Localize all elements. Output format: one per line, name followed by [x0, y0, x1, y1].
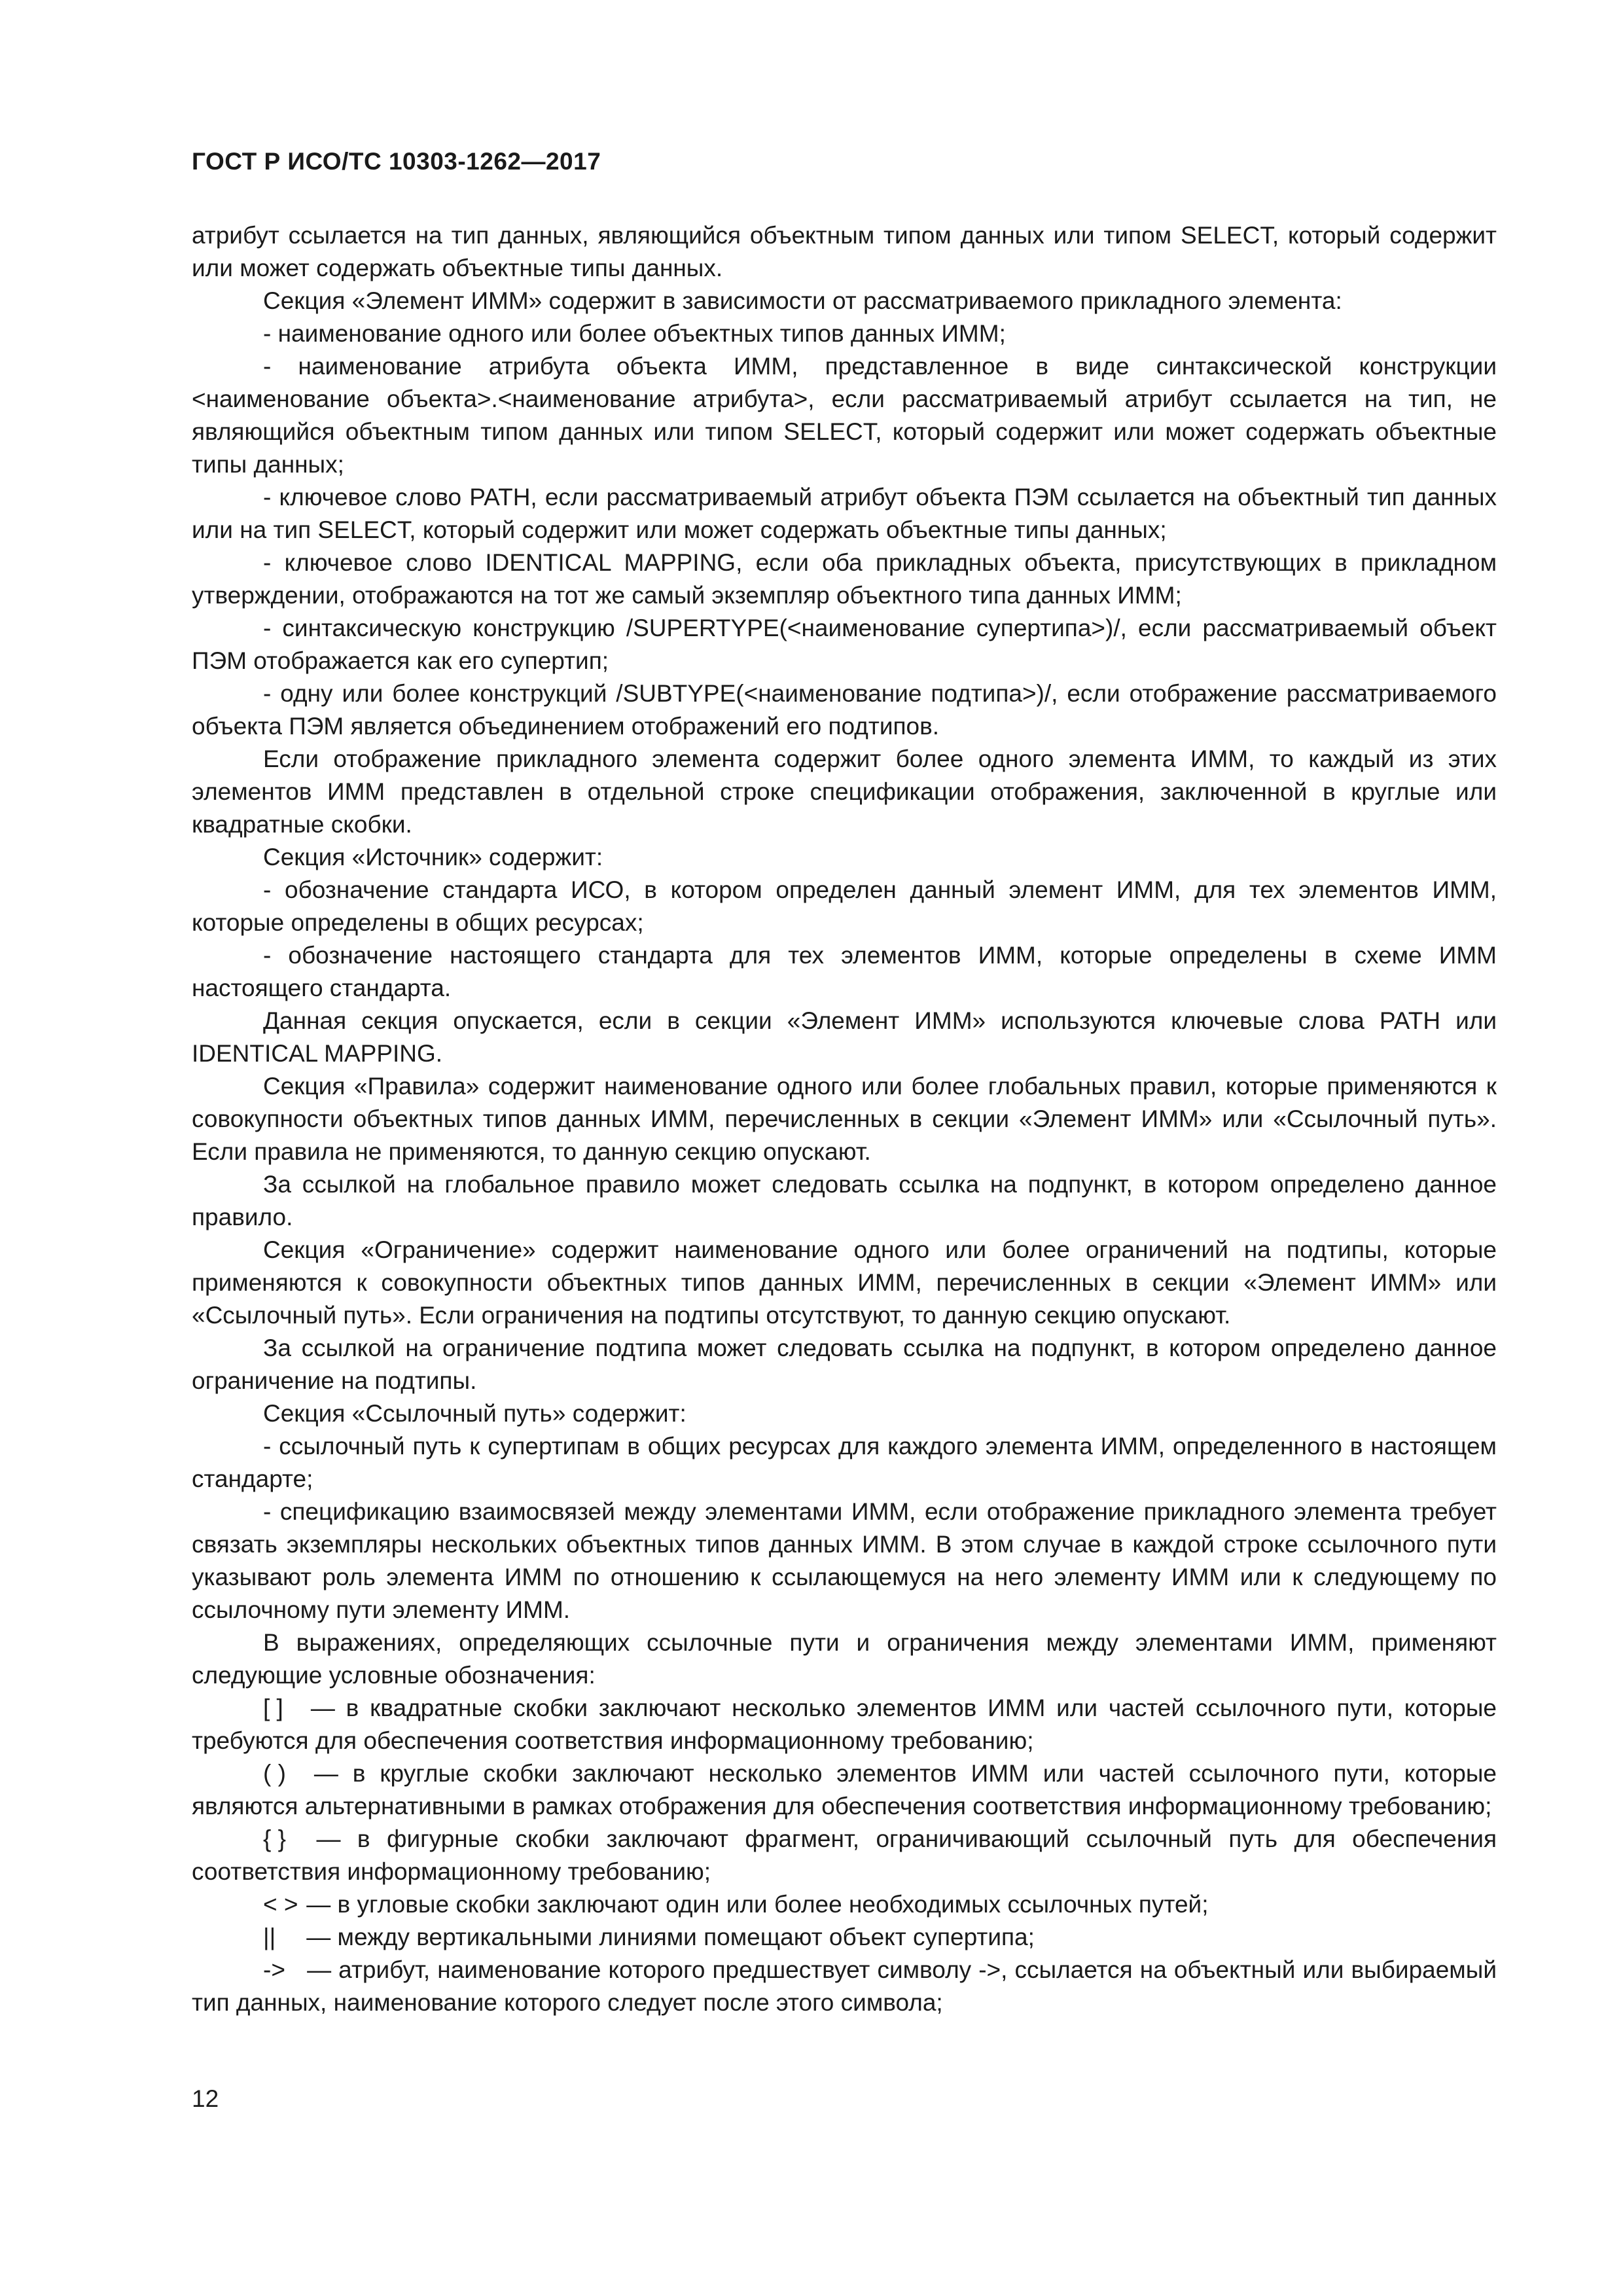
page-number: 12 — [192, 2085, 219, 2112]
document-header: ГОСТ Р ИСО/ТС 10303-1262—2017 — [192, 148, 601, 175]
list-item: - синтаксическую конструкцию /SUPERTYPE(<наименование супертипа>)/, если рассматриваемый объект ПЭМ отображается как его супертип; — [192, 615, 1497, 674]
list-item: - ключевое слово IDENTICAL MAPPING, если оба прикладных объекта, присутствующих в прикладном утверждении, отображаются на тот же самый экземпляр объектного типа данных ИММ; — [192, 549, 1497, 609]
symbol-definition — [192, 1692, 1497, 1757]
list-item: - ссылочный путь к супертипам в общих ресурсах для каждого элемента ИММ, определенного в настоящем стандарте; — [192, 1433, 1497, 1492]
paragraph: За ссылкой на ограничение подтипа может следовать ссылка на подпункт, в котором определено данное ограничение на подтипы. — [192, 1335, 1497, 1394]
symbol-mark: < > — [263, 1891, 298, 1918]
paragraph: Данная секция опускается, если в секции «Элемент ИММ» используются ключевые слова PATH или IDENTICAL MAPPING. — [192, 1007, 1497, 1067]
list-item: - наименование одного или более объектных типов данных ИММ; — [263, 320, 1006, 347]
symbol-definition — [192, 1823, 1497, 1888]
list-item: - наименование атрибута объекта ИММ, представленное в виде синтаксической конструкции <наименование объекта>.<наименование атрибута>, если рассматриваемый атрибут ссылается на тип, не являющийся объектным типом данных или типом SELECT, который содержит или может содержать объектные типы данных; — [192, 353, 1497, 478]
list-item: - одну или более конструкций /SUBTYPE(<наименование подтипа>)/, если отображение рассматриваемого объекта ПЭМ является объединением отображений его подтипов. — [192, 680, 1497, 740]
paragraph: За ссылкой на глобальное правило может следовать ссылка на подпункт, в котором определено данное правило. — [192, 1171, 1497, 1230]
symbol-text: — в угловые скобки заключают один или более необходимых ссылочных путей; — [306, 1891, 1209, 1918]
symbol-text: — в фигурные скобки заключают фрагмент, ограничивающий ссылочный путь для обеспечения соответствия информационному требованию; — [192, 1825, 1497, 1885]
paragraph: Секция «Ссылочный путь» содержит: — [263, 1400, 687, 1427]
list-item: - обозначение настоящего стандарта для тех элементов ИММ, которые определены в схеме ИММ настоящего стандарта. — [192, 942, 1497, 1001]
paragraph: В выражениях, определяющих ссылочные пути и ограничения между элементами ИММ, применяют следующие условные обозначения: — [192, 1629, 1497, 1689]
symbol-text: — в круглые скобки заключают несколько элементов ИММ или частей ссылочного пути, которые являются альтернативными в рамках отображения для обеспечения соответствия информационному требованию; — [192, 1760, 1497, 1820]
symbol-text: — атрибут, наименование которого предшествует символу ->, ссылается на объектный или выбираемый тип данных, наименование которого следует после этого символа; — [192, 1956, 1497, 2016]
list-item: - ключевое слово PATH, если рассматриваемый атрибут объекта ПЭМ ссылается на объектный тип данных или на тип SELECT, который содержит или может содержать объектные типы данных; — [192, 484, 1497, 543]
paragraph: Секция «Источник» содержит: — [263, 844, 603, 870]
list-item: - обозначение стандарта ИСО, в котором определен данный элемент ИММ, для тех элементов ИММ, которые определены в общих ресурсах; — [192, 876, 1497, 936]
symbol-definition — [192, 1757, 1497, 1823]
symbol-mark: || — [263, 1924, 276, 1950]
symbol-definition — [192, 1921, 1497, 1954]
symbol-mark: [ ] — [263, 1695, 283, 1721]
paragraph: атрибут ссылается на тип данных, являющийся объектным типом данных или типом SELECT, который содержит или может содержать объектные типы данных. — [192, 222, 1497, 281]
symbol-mark: ( ) — [263, 1760, 286, 1787]
list-item: - спецификацию взаимосвязей между элементами ИММ, если отображение прикладного элемента требует связать экземпляры нескольких объектных типов данных ИММ. В этом случае в каждой строке ссылочного пути указывают роль элемента ИММ по отношению к ссылающемуся на него элементу ИММ или к следующему по ссылочному пути элементу ИММ. — [192, 1498, 1497, 1623]
paragraph: Секция «Правила» содержит наименование одного или более глобальных правил, которые применяются к совокупности объектных типов данных ИММ, перечисленных в секции «Элемент ИММ» или «Ссылочный путь». Если правила не применяются, то данную секцию опускают. — [192, 1073, 1497, 1165]
symbol-definition — [192, 1888, 1497, 1921]
document-body — [192, 219, 1497, 2019]
symbol-definition — [192, 1954, 1497, 2019]
symbol-text: — в квадратные скобки заключают несколько элементов ИММ или частей ссылочного пути, которые требуются для обеспечения соответствия информационному требованию; — [192, 1695, 1497, 1754]
symbol-text: — между вертикальными линиями помещают объект супертипа; — [306, 1924, 1035, 1950]
paragraph: Секция «Элемент ИММ» содержит в зависимости от рассматриваемого прикладного элемента: — [263, 287, 1342, 314]
symbol-mark: -> — [263, 1956, 285, 1983]
symbol-mark: { } — [263, 1825, 286, 1852]
paragraph: Секция «Ограничение» содержит наименование одного или более ограничений на подтипы, которые применяются к совокупности объектных типов данных ИММ, перечисленных в секции «Элемент ИММ» или «Ссылочный путь». Если ограничения на подтипы отсутствуют, то данную секцию опускают. — [192, 1236, 1497, 1329]
paragraph: Если отображение прикладного элемента содержит более одного элемента ИММ, то каждый из этих элементов ИММ представлен в отдельной строке спецификации отображения, заключенной в круглые или квадратные скобки. — [192, 745, 1497, 838]
